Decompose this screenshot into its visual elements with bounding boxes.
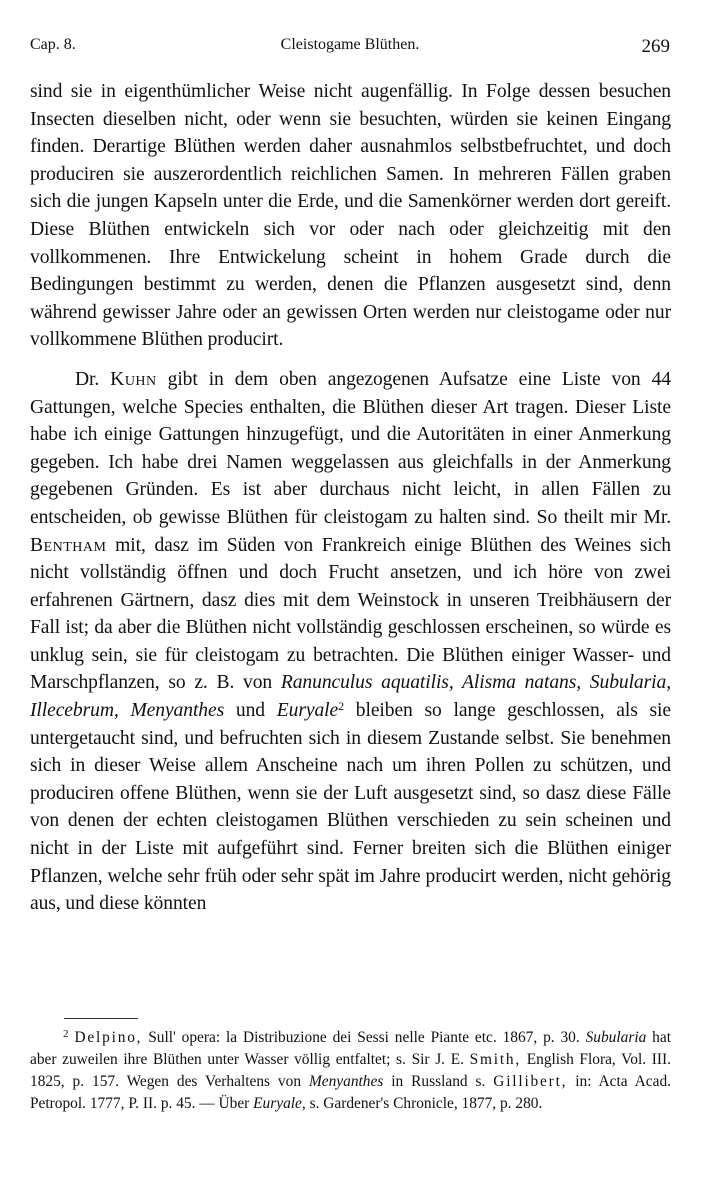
footnote-divider xyxy=(64,1018,138,1019)
footnote-author-delpino: Delpino, xyxy=(74,1029,143,1046)
footnote-text-4: in Russland s. xyxy=(383,1073,494,1090)
footnotes xyxy=(30,1027,671,1115)
footnote-2 xyxy=(30,1027,671,1115)
paragraph-1: sind sie in eigenthümlicher Weise nicht augenfällig. In Folge dessen besuchen Insecten dieselben nicht, oder wenn sie besuchten, würden sie keinen Eingang finden. Derartige Blüthen werden daher ausnahmlos selbstbefruchtet, und doch produciren sie auszerordentlich reichlichen Samen. In mehreren Fällen graben sich die jungen Kapseln unter die Erde, und die Samenkörner werden dort gereift. Diese Blüthen entwickeln sich vor oder nach oder gleichzeitig mit den vollkommenen. Ihre Entwickelung scheint in hohem Grade durch die Bedingungen bestimmt zu werden, denen die Pflanzen ausgesetzt sind, denn während gewisser Jahre oder an gewissen Orten werden nur cleistogame oder nur vollkommene Blüthen producirt. xyxy=(30,81,671,351)
paragraph-2-text-2: gibt in dem oben angezogenen Aufsatze eine Liste von 44 Gattungen, welche Species enthalten, die Blüthen dieser Art tragen. Dieser Liste habe ich einige Gattungen hinzugefügt, und die Autoritäten in einer Anmerkung gegeben. Ich habe drei Namen weggelassen aus gleichfalls in der Anmerkung gegebenen Gründen. Es ist aber durchaus nicht leicht, in allen Fällen zu entscheiden, ob gewisse Blüthen für cleistogam zu halten sind. So theilt mir Mr. xyxy=(30,368,671,528)
footnote-text-3: English Flora, Vol. III. 1825, p. 157. Wegen des Verhaltens von xyxy=(30,1051,671,1090)
page-number: 269 xyxy=(641,36,670,57)
footnote-text-1: Sull' opera: la Distribuzione dei Sessi nelle Piante etc. 1867, p. 30. xyxy=(142,1029,586,1046)
footnote-text-6: s. Gardener's Chronicle, 1877, p. 280. xyxy=(305,1095,543,1112)
footnote-text-2: hat aber zuweilen ihre Blüthen unter Wasser völlig entfaltet; s. Sir J. E. xyxy=(30,1029,671,1068)
footnote-author-gillibert: Gillibert, xyxy=(493,1073,568,1090)
footnote-reference: 2 xyxy=(338,699,344,714)
running-title: Cleistogame Blüthen. xyxy=(280,36,420,53)
footnote-text-5: in: Acta Acad. Petropol. 1777, P. II. p. 45. — Über xyxy=(30,1073,672,1112)
author-name-kuhn: Kuhn xyxy=(110,368,157,390)
paragraph-2 xyxy=(30,366,671,918)
footnote-author-smith: Smith, xyxy=(469,1051,522,1068)
paragraph-2-text-1: Dr. xyxy=(75,368,111,390)
main-text xyxy=(30,78,671,918)
footnote-mark: 2 xyxy=(63,1028,69,1040)
paragraph-2-text-4: und xyxy=(224,700,277,722)
species-list: Ranunculus aquatilis, Alisma natans, Subularia, Illecebrum, Menyanthes xyxy=(30,672,671,722)
species-euryale: Euryale xyxy=(276,700,339,722)
footnote-species-menyanthes: Menyanthes xyxy=(308,1073,384,1090)
footnote-species-euryale: Euryale, xyxy=(253,1095,306,1112)
footnote-species-subularia: Subularia xyxy=(585,1029,647,1046)
chapter-label: Cap. 8. xyxy=(30,36,76,53)
author-name-bentham: Bentham xyxy=(30,534,107,556)
running-header xyxy=(30,36,670,60)
paragraph-2-text-5: bleiben so lange geschlossen, als sie untergetaucht sind, und befruchten sich in diesem Zustande selbst. Sie benehmen sich in dieser Weise allem Anscheine nach um ihren Pollen zu schützen, und produciren offene Blüthen, wenn sie der Luft ausgesetzt sind, so dasz diese Fälle von denen der echten cleistogamen Blüthen verschieden zu sein scheinen und nicht in der Liste mit aufgeführt sind. Ferner breiten sich die Blüthen einiger Pflanzen, welche sehr früh oder sehr spät im Jahre producirt werden, nicht gehörig aus, und diese könnten xyxy=(30,700,671,915)
paragraph-2-text-3: mit, dasz im Süden von Frankreich einige Blüthen des Weines sich nicht vollständig öffnen und doch Frucht ansetzen, und ich höre von zwei erfahrenen Gärtnern, dasz dies mit dem Weinstock in unseren Treibhäusern der Fall ist; da aber die Blüthen nicht vollständig geschlossen erscheinen, so würde es unklug sein, sie für cleistogam zu betrachten. Die Blüthen einiger Wasser- und Marschpflanzen, so z. B. von xyxy=(30,534,671,694)
